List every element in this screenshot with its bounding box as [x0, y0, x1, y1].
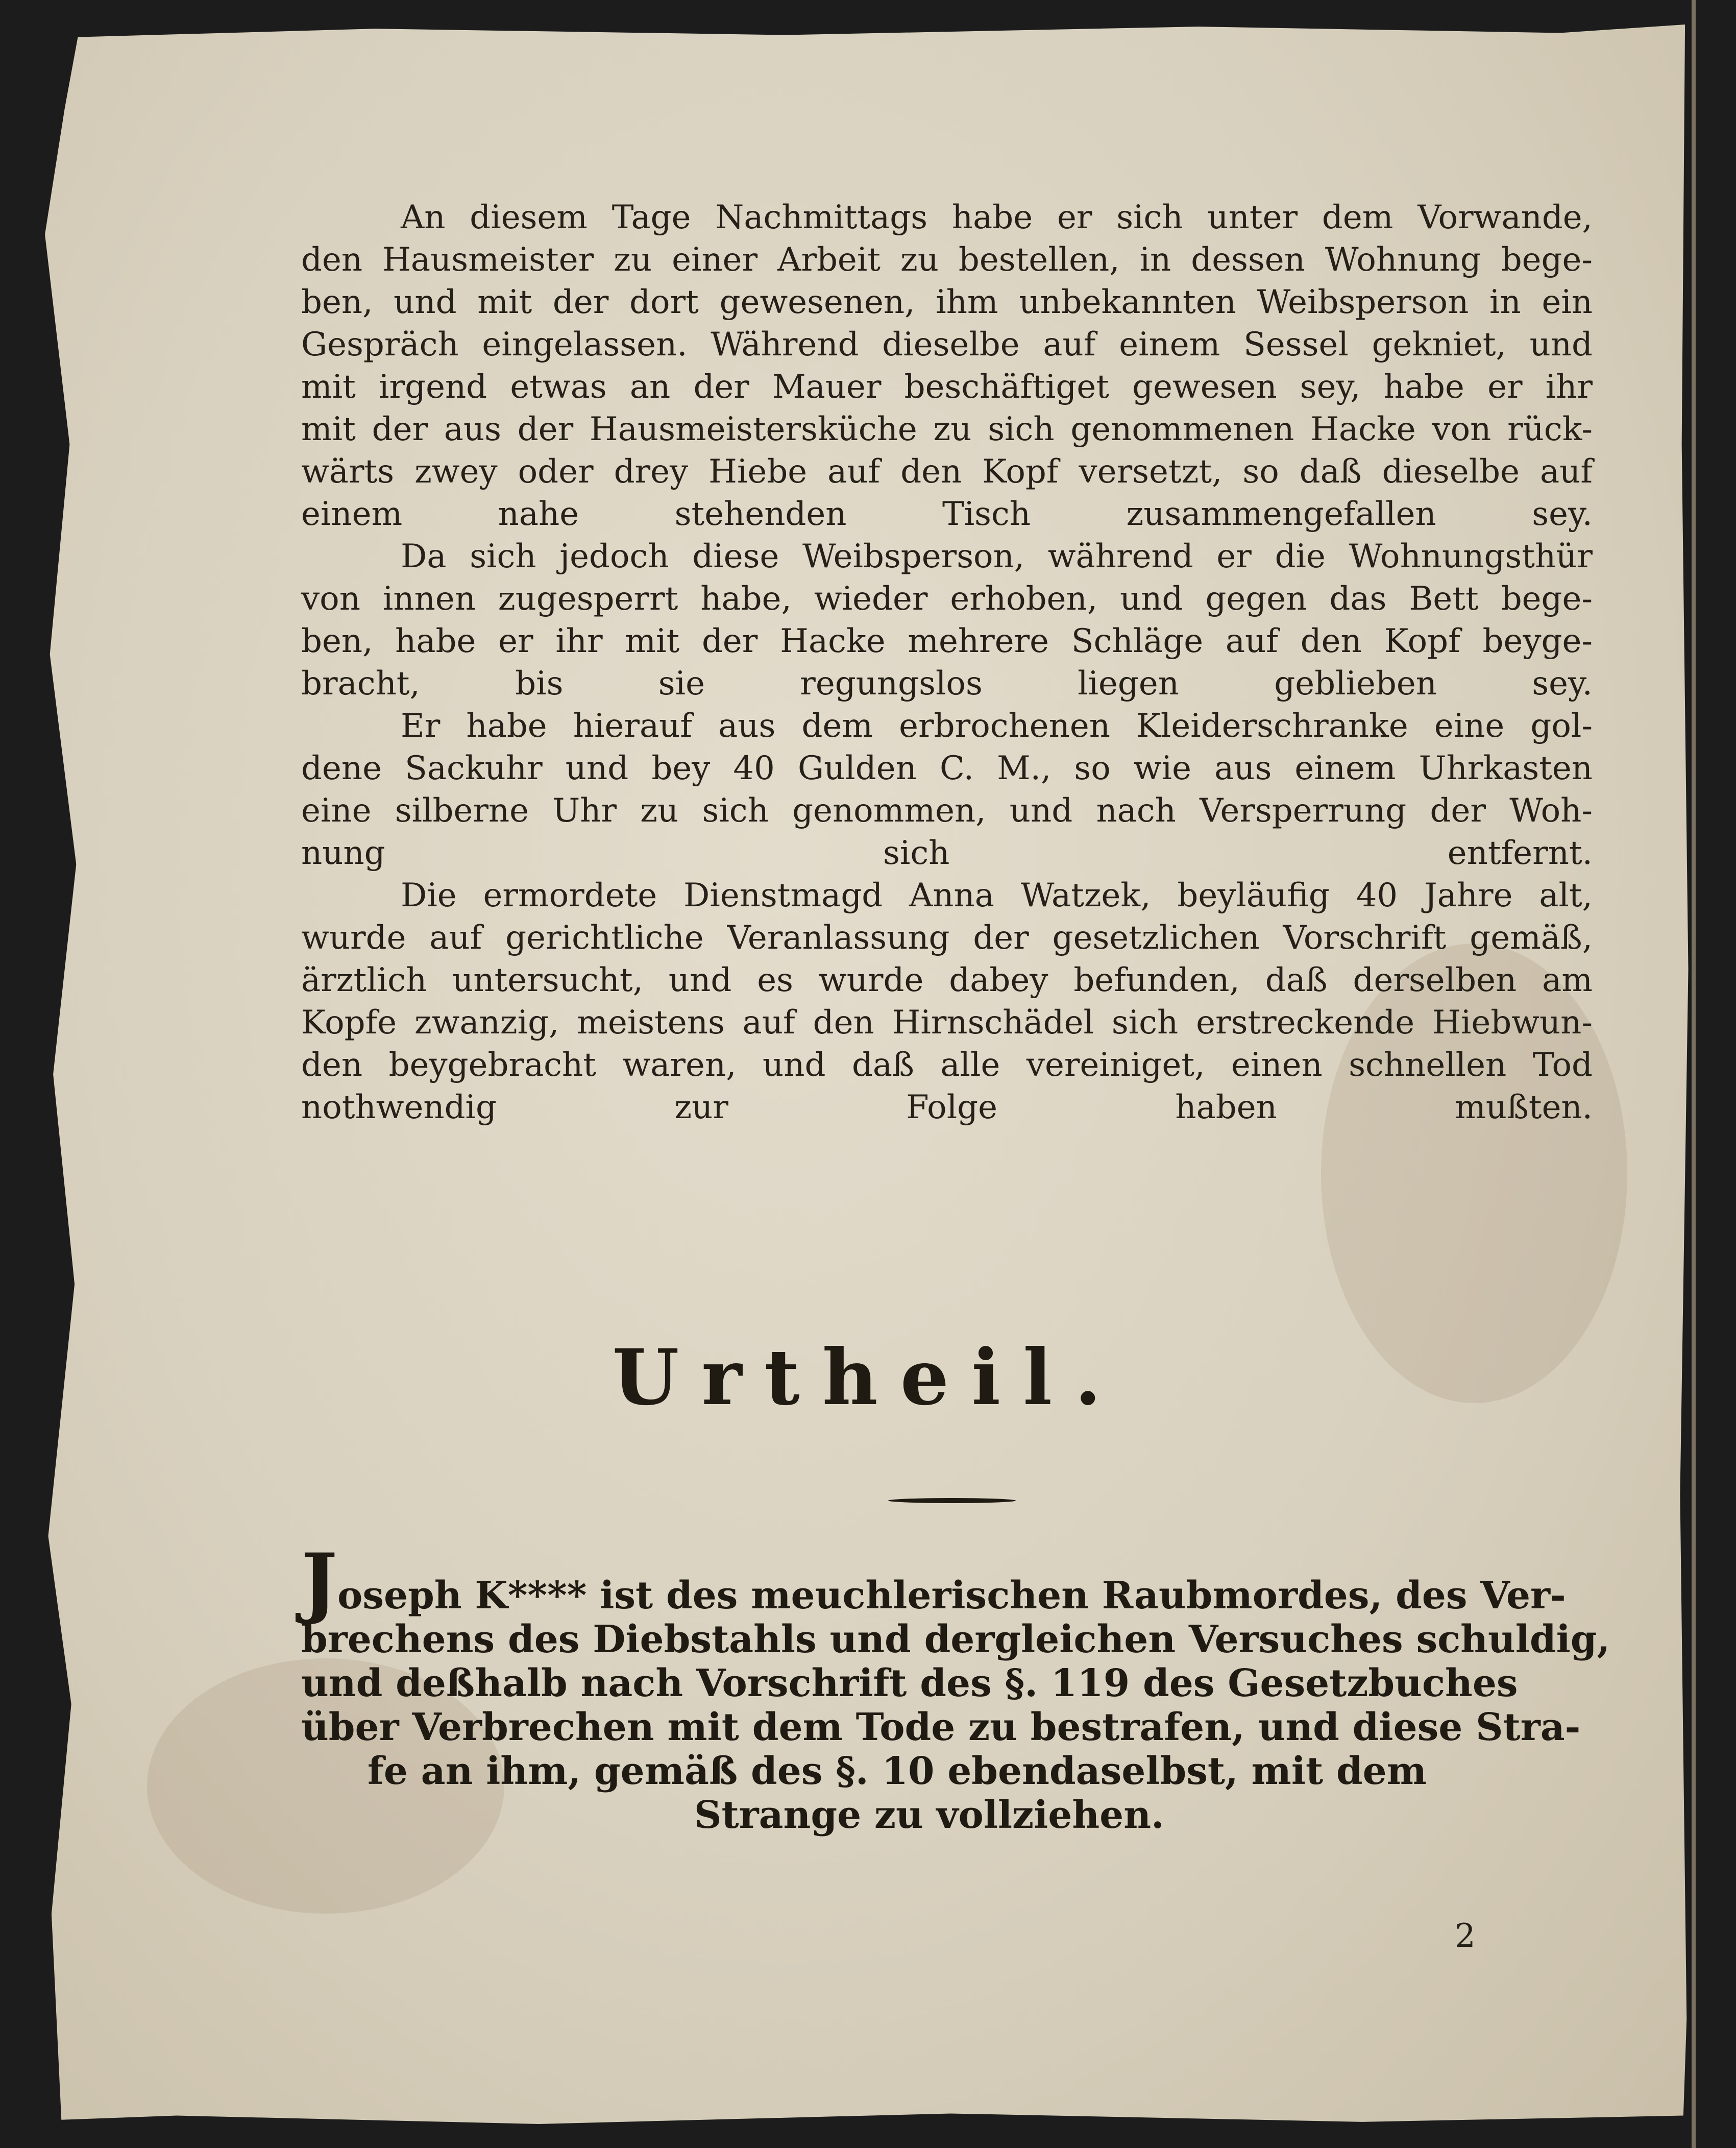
text-line: Da sich jedoch diese Weibsperson, während er die Wohnungsthür [401, 538, 1593, 575]
text-line: den beygebracht waren, und daß alle vereiniget, einen schnellen Tod [301, 1046, 1593, 1084]
gutter-edge [1692, 0, 1696, 2148]
text-line: eine silberne Uhr zu sich genommen, und nach Versperrung der Woh- [301, 792, 1593, 830]
verdict-line-2: brechens des Diebstahls und dergleichen Versuches schuldig, [301, 1618, 1610, 1661]
verdict-line-4: über Verbrechen mit dem Tode zu bestrafen, und diese Stra- [301, 1705, 1581, 1749]
drop-cap: J [301, 1537, 337, 1627]
text-line: wurde auf gerichtliche Veranlassung der gesetzlichen Vorschrift gemäß, [301, 919, 1593, 957]
verdict-line-3: und deßhalb nach Vorschrift des §. 119 des Gesetzbuches [301, 1661, 1518, 1705]
text-line: einem nahe stehenden Tisch zusammengefallen sey. [301, 495, 1593, 533]
text-line: Gespräch eingelassen. Während dieselbe auf einem Sessel gekniet, und [301, 326, 1593, 364]
decorative-rule [888, 1498, 1016, 1503]
paragraph-4 [301, 875, 1593, 1129]
text-line: von innen zugesperrt habe, wieder erhoben, und gegen das Bett bege- [301, 580, 1593, 618]
text-line: mit irgend etwas an der Mauer beschäftiget gewesen sey, habe er ihr [301, 368, 1593, 406]
verdict-line-1 [301, 1537, 1593, 1627]
text-line: Er habe hierauf aus dem erbrochenen Kleiderschranke eine gol- [401, 707, 1593, 745]
text-line: nothwendig zur Folge haben mußten. [301, 1089, 1593, 1126]
body-text [301, 197, 1593, 1129]
verdict-line-5: fe an ihm, gemäß des §. 10 ebendaselbst, mit dem [368, 1749, 1427, 1793]
text-line: An diesem Tage Nachmittags habe er sich unter dem Vorwande, [401, 199, 1593, 236]
text-line: bracht, bis sie regungslos liegen geblieben sey. [301, 665, 1593, 703]
paragraph-3 [301, 705, 1593, 875]
text-line: mit der aus der Hausmeistersküche zu sich genommenen Hacke von rück- [301, 411, 1593, 448]
verdict-text [301, 1537, 1610, 1837]
paragraph-1 [301, 197, 1593, 536]
verdict-line-6: Strange zu vollziehen. [694, 1793, 1164, 1837]
text-line: ben, habe er ihr mit der Hacke mehrere Schläge auf den Kopf beyge- [301, 622, 1593, 660]
page-number: 2 [1455, 1917, 1476, 1955]
paragraph-2 [301, 536, 1593, 705]
text-line: Kopfe zwanzig, meistens auf den Hirnschädel sich erstreckende Hiebwun- [301, 1004, 1593, 1042]
verdict-line-1-text: oseph K**** ist des meuchlerischen Raubmordes, des Ver- [337, 1574, 1566, 1618]
text-line: den Hausmeister zu einer Arbeit zu bestellen, in dessen Wohnung bege- [301, 241, 1593, 279]
text-line: nung sich entfernt. [301, 834, 1593, 872]
text-line: ben, und mit der dort gewesenen, ihm unbekannten Weibsperson in ein [301, 283, 1593, 321]
text-line: Die ermordete Dienstmagd Anna Watzek, beyläufig 40 Jahre alt, [401, 877, 1593, 914]
text-line: ärztlich untersucht, und es wurde dabey befunden, daß derselben am [301, 961, 1593, 999]
text-line: dene Sackuhr und bey 40 Gulden C. M., so wie aus einem Uhrkasten [301, 750, 1593, 787]
section-heading: Urtheil. [612, 1333, 1124, 1422]
text-line: wärts zwey oder drey Hiebe auf den Kopf versetzt, so daß dieselbe auf [301, 453, 1593, 491]
